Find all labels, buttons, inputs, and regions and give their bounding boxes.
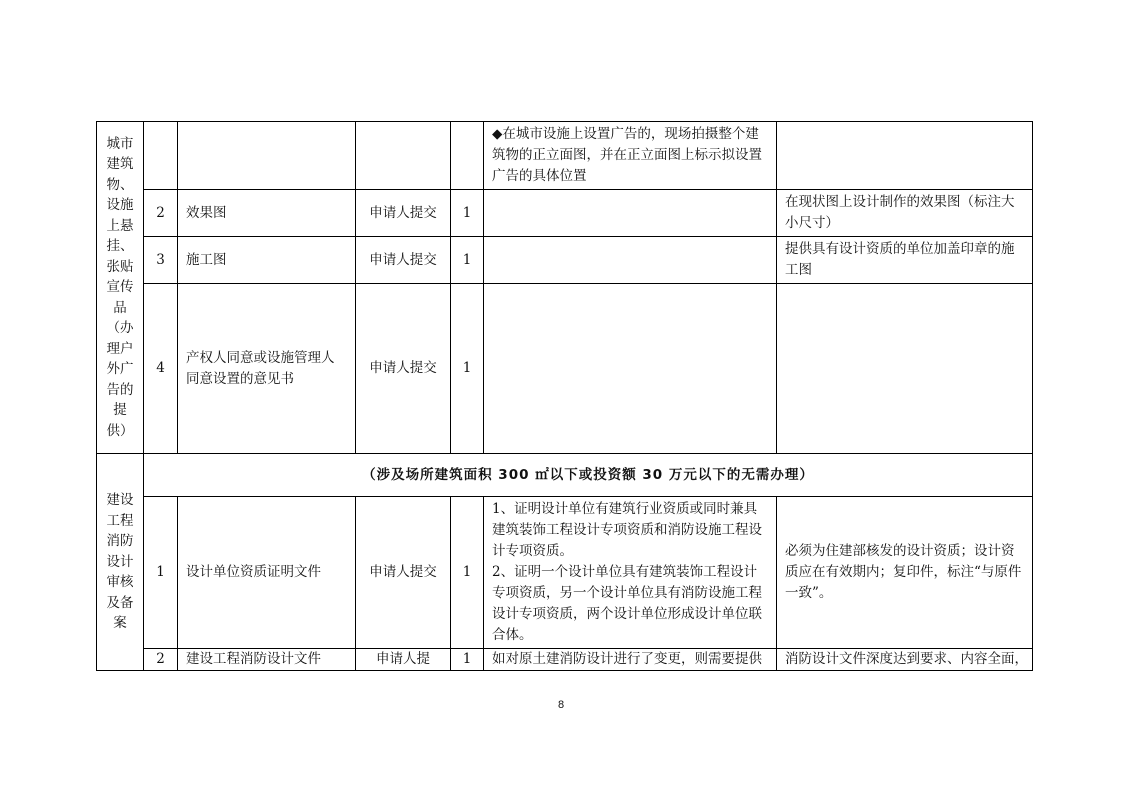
copy-count: 1 xyxy=(451,190,484,237)
table-row xyxy=(97,649,1033,671)
page-number: 8 xyxy=(557,699,565,711)
requirement-text xyxy=(484,497,777,649)
requirement-text xyxy=(484,190,777,237)
table-row xyxy=(97,237,1033,284)
row-number: 2 xyxy=(144,190,178,237)
note-text: 在现状图上设计制作的效果图（标注大小尺寸） xyxy=(777,190,1033,237)
requirement-item-2: 2、证明一个设计单位具有建筑装饰工程设计专项资质，另一个设计单位具有消防设施工程设计专项资质，两个设计单位形成设计单位联合体。 xyxy=(492,564,762,643)
table-row xyxy=(97,190,1033,237)
note-text: 提供具有设计资质的单位加盖印章的施工图 xyxy=(777,237,1033,284)
note-text xyxy=(777,284,1033,454)
table-row xyxy=(97,454,1033,497)
requirement-item-1: 1、证明设计单位有建筑行业资质或同时兼具建筑装饰工程设计专项资质和消防设施工程设计专项资质。 xyxy=(492,501,762,559)
copy-count: 1 xyxy=(451,497,484,649)
table-row xyxy=(97,284,1033,454)
category-cell: 建设工程消防设计审核及备案 xyxy=(97,454,144,671)
note-text xyxy=(777,122,1033,190)
requirement-text xyxy=(484,237,777,284)
copy-count: 1 xyxy=(451,284,484,454)
material-source xyxy=(356,122,451,190)
copy-count: 1 xyxy=(451,649,484,671)
row-number: 4 xyxy=(144,284,178,454)
material-name: 建设工程消防设计文件 xyxy=(178,649,356,671)
section-banner: （涉及场所建筑面积 300 ㎡以下或投资额 30 万元以下的无需办理） xyxy=(144,454,1033,497)
material-name: 效果图 xyxy=(178,190,356,237)
copy-count: 1 xyxy=(451,237,484,284)
requirement-text: 如对原土建消防设计进行了变更，则需要提供 xyxy=(484,649,777,671)
row-number: 3 xyxy=(144,237,178,284)
row-number xyxy=(144,122,178,190)
material-name xyxy=(178,122,356,190)
table-row xyxy=(97,497,1033,649)
row-number: 1 xyxy=(144,497,178,649)
material-name: 设计单位资质证明文件 xyxy=(178,497,356,649)
material-source: 申请人提交 xyxy=(356,497,451,649)
material-source: 申请人提交 xyxy=(356,237,451,284)
requirements-table xyxy=(96,121,1033,671)
requirement-text xyxy=(484,284,777,454)
row-number: 2 xyxy=(144,649,178,671)
table-row xyxy=(97,122,1033,190)
copy-count xyxy=(451,122,484,190)
category-cell: 城市建筑物、设施上悬挂、张贴宣传品（办理户外广告的提供） xyxy=(97,122,144,454)
material-source: 申请人提 xyxy=(356,649,451,671)
material-source: 申请人提交 xyxy=(356,190,451,237)
note-text: 必须为住建部核发的设计资质；设计资质应在有效期内；复印件，标注“与原件一致”。 xyxy=(777,497,1033,649)
material-name: 施工图 xyxy=(178,237,356,284)
material-name: 产权人同意或设施管理人同意设置的意见书 xyxy=(178,284,356,454)
note-text: 消防设计文件深度达到要求、内容全面， xyxy=(777,649,1033,671)
material-source: 申请人提交 xyxy=(356,284,451,454)
requirement-text: ◆在城市设施上设置广告的，现场拍摄整个建筑物的正立面图，并在正立面图上标示拟设置广告的具体位置 xyxy=(484,122,777,190)
